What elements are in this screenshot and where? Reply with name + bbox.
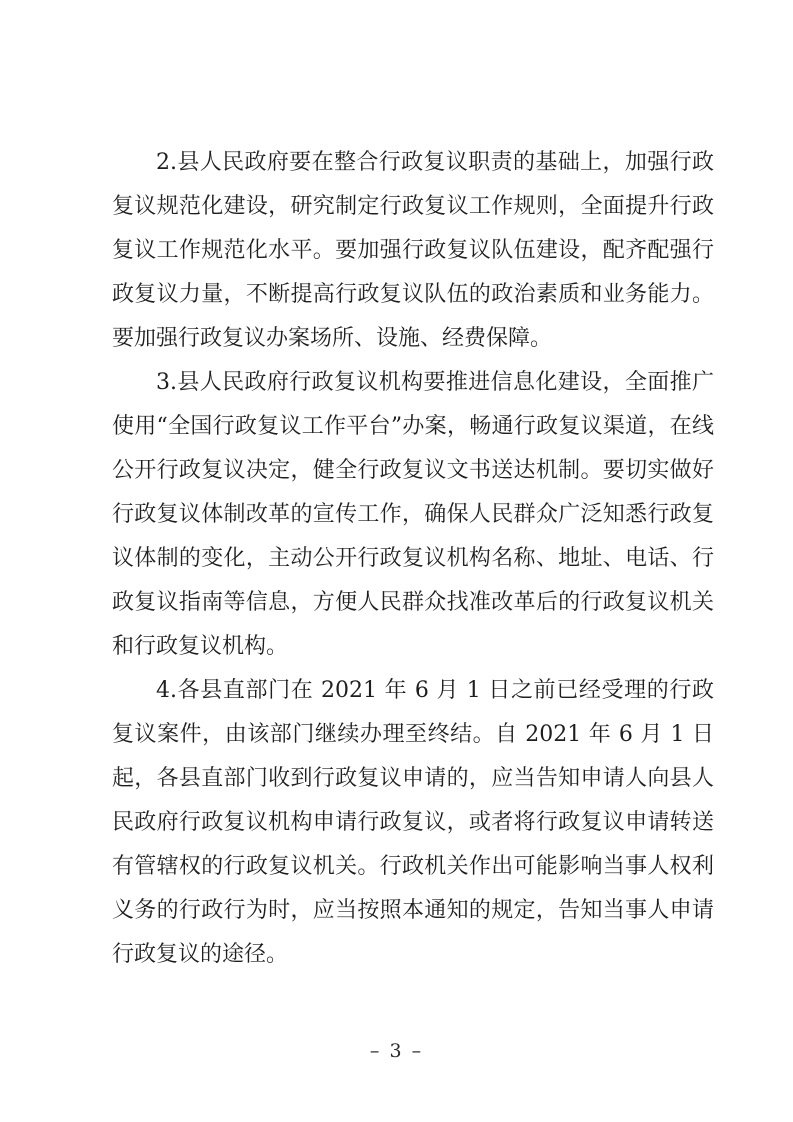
document-body (112, 141, 714, 977)
page-number: – 3 – (369, 1040, 424, 1062)
paragraph-item-3: 3.县人民政府行政复议机构要推进信息化建设，全面推广使用“全国行政复议工作平台”办案，畅通行政复议渠道，在线公开行政复议决定，健全行政复议文书送达机制。要切实做好行政复议体制改革的宣传工作，确保人民群众广泛知悉行政复议体制的变化，主动公开行政复议机构名称、地址、电话、行政复议指南等信息，方便人民群众找准改革后的行政复议机关和行政复议机构。 (112, 370, 714, 659)
paragraph-item-2: 2.县人民政府要在整合行政复议职责的基础上，加强行政复议规范化建设，研究制定行政复议工作规则，全面提升行政复议工作规范化水平。要加强行政复议队伍建设，配齐配强行政复议力量，不断提高行政复议队伍的政治素质和业务能力。要加强行政复议办案场所、设施、经费保障。 (112, 150, 714, 351)
paragraph-item-4: 4.各县直部门在 2021 年 6 月 1 日之前已经受理的行政复议案件，由该部门继续办理至终结。自 2021 年 6 月 1 日起，各县直部门收到行政复议申请的，应当告知申请人向县人民政府行政复议机构申请行政复议，或者将行政复议申请转送有管辖权的行政复议机关。行政机关作出可能影响当事人权利义务的行政行为时，应当按照本通知的规定，告知当事人申请行政复议的途径。 (112, 678, 714, 967)
